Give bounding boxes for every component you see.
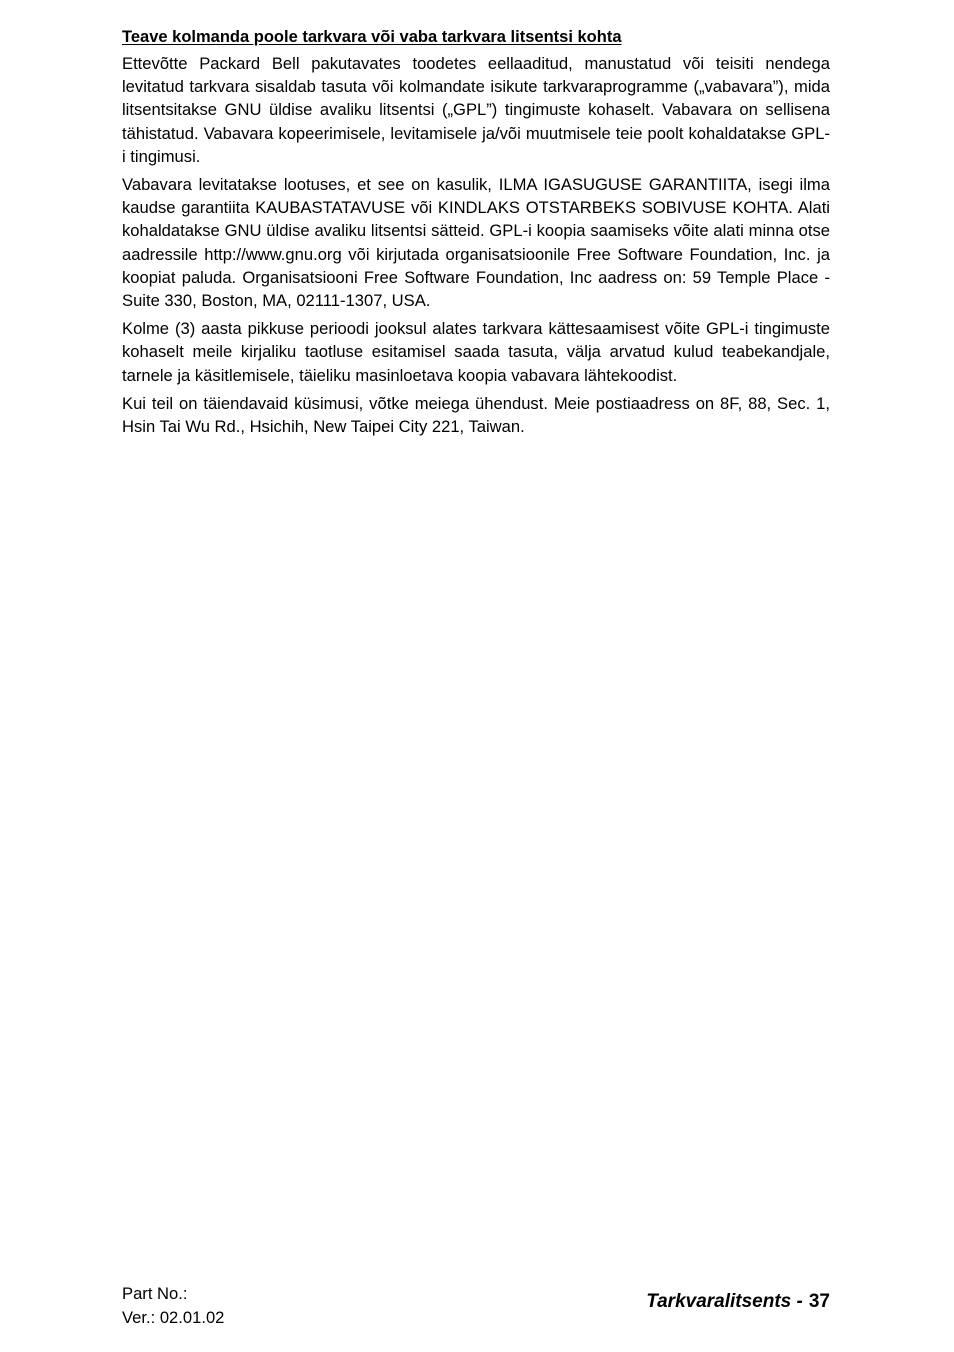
page-number: 37 [808,1291,830,1312]
paragraph-contact: Kui teil on täiendavaid küsimusi, võtke meiega ühendust. Meie postiaadress on 8F, 88, Sec. 1, Hsin Tai Wu Rd., Hsichih, New Taipei City 221, Taiwan. [122,393,830,437]
section-heading: Teave kolmanda poole tarkvara või vaba tarkvara litsentsi kohta [122,28,622,46]
license-section [122,26,830,443]
version-label: Ver.: 02.01.02 [122,1307,225,1327]
paragraph-gpl-intro: Ettevõtte Packard Bell pakutavates toodetes eellaaditud, manustatud või teisiti nendega levitatud tarkvara sisaldab tasuta või kolmandate isikute tarkvaraprogramme („vabavara”), mida litsentsitakse GNU üldise avaliku litsentsi („GPL”) tingimuste kohaselt. Vabavara on sellisena tähistatud. Vabavara kopeerimisele, levitamisele ja/või muutmisele teie poolt kohaldatakse GPL-i tingimusi. [122,54,830,166]
footer-part-info [122,1282,224,1329]
footer-chapter-title: Tarkvaralitsents - [646,1291,803,1312]
paragraph-warranty: Vabavara levitatakse lootuses, et see on kasulik, ILMA IGASUGUSE GARANTIITA, isegi ilma kaudse garantiita KAUBASTATAVUSE või KINDLAKS OTSTARBEKS SOBIVUSE KOHTA. Alati kohaldatakse GNU üldise avaliku litsentsi sätteid. GPL-i koopia saamiseks võite alati minna otse aadressile http://www.gnu.org või kirjutada organisatsioonile Free Software Foundation, Inc. ja koopiat paluda. Organisatsiooni Free Software Foundation, Inc aadress on: 59 Temple Place - Suite 330, Boston, MA, 02111-1307, USA. [122,175,830,311]
paragraph-source-code: Kolme (3) aasta pikkuse perioodi jooksul alates tarkvara kättesaamisest võite GPL-i tingimuste kohaselt meile kirjaliku taotluse esitamisel saada tasuta, välja arvatud kulud teabekandjale, tarnele ja käsitlemisele, täieliku masinloetava koopia vabavara lähtekoodist. [122,319,830,385]
footer-page-info [646,1290,830,1314]
part-number-label: Part No.: [122,1284,188,1303]
